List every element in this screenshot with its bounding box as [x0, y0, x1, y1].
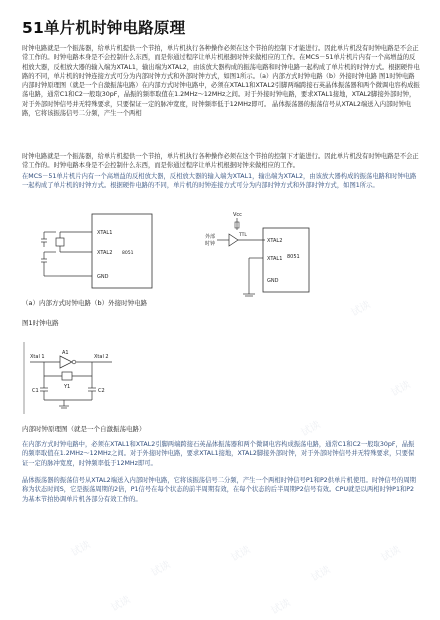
internal-clock-circuit-figure: [40, 210, 160, 295]
circuit-c-c1: C1: [32, 388, 39, 394]
circuit-c-amp: A1: [62, 350, 69, 356]
watermark: 试读: [309, 564, 333, 584]
circuit-c-out-label: Xtal 2: [94, 354, 109, 360]
figure-1-subcaption: （a）内部方式时钟电路（b）外接时钟电路: [22, 299, 148, 307]
watermark: 试读: [229, 544, 253, 564]
watermark: 试读: [349, 299, 373, 319]
watermark: 试读: [109, 594, 133, 614]
figure-1-caption: 图1时钟电路: [22, 319, 59, 327]
external-clock-circuit-figure: [205, 208, 335, 298]
paragraph-internal-clock: 在内部方式时钟电路中，必须在XTAL1和XTAL2引脚两端跨接石英晶体振荡器和两个微调电容构成振荡电路，通常C1和C2一般取30pF，晶振的频率取值在1.2MHz～12MHz之间。对于外接时钟电路，要求XTAL1接地，XTAL2脚接外部时钟，对于外部时钟信号并无特殊要求，只要保证一定的脉冲宽度，时钟频率低于12MHz即可。: [22, 441, 415, 467]
circuit-a-gnd: GND: [97, 274, 109, 280]
watermark: 试读: [149, 559, 173, 579]
paragraph-mcs51: 在MCS－51单片机片内有一个高增益的反相放大器，反相放大器的输入端为XTAL1，输出端为XTAL2，由该放大器构成的振荡电路和时钟电路一起构成了单片机的时钟方式。根据硬件电路的不同，单片机的时钟连接方式可分为内部时钟方式和外部时钟方式，如图1所示。: [22, 173, 417, 190]
circuit-b-ext-label-2: 时钟: [205, 241, 216, 247]
paragraph-oscillation-signal: 晶体振荡器的振荡信号从XTAL2端送入内部时钟电路，它将该振荡信号二分频，产生一个两相时钟信号P1和P2供单片机使用。时钟信号的周期称为状态时间S，它是振荡周期的2倍，P1信号在每个状态的前半周期有效，在每个状态的后半周期P2信号有效。CPU就是以两相时钟P1和P2为基本节拍协调单片机各部分有效工作的。: [22, 477, 416, 503]
page-title: 51单片机时钟电路原理: [22, 19, 186, 37]
circuit-c-y1: Y1: [64, 384, 71, 390]
intro-paragraph: 时钟电路就是一个振荡器，给单片机提供一个节拍，单片机执行各种操作必须在这个节拍的控制下才能进行。因此单片机没有时钟电路是不会正常工作的。时钟电路本身是不会控制什么东西，而是你通过程序让单片机根据时钟来做相应的工作。在MCS－51单片机片内有一个高增益的反相放大器，反相放大器的输入端为XTAL1，输出端为XTAL2，由该放大器构成的振荡电路和时钟电路一起构成了单片机的时钟方式。根据硬件电路的不同，单片机的时钟连接方式可分为内部时钟方式和外部时钟方式，如图1所示。（a）内部方式时钟电路（b）外接时钟电路 图1时钟电路 内部时钟原理图（就是一个自激振荡电路）在内部方式时钟电路中，必须在XTAL1和XTAL2引脚两端跨接石英晶体振荡器和两个微调电容构成振荡电路，通常C1和C2一般取30pF，晶振的频率取值在1.2MHz～12MHz之间。对于外接时钟电路，要求XTAL1接地，XTAL2脚接外部时钟，对于外部时钟信号并无特殊要求，只要保证一定的脉冲宽度，时钟频率低于12MHz即可。 晶体振荡器的振荡信号从XTAL2端送入内部时钟电路，它将该振荡信号二分频，产生一个两相: [22, 45, 420, 118]
circuit-c-in-label: Xtal 1: [30, 354, 45, 360]
circuit-c-c2: C2: [98, 388, 105, 394]
circuit-b-ext-label-1: 外部: [205, 234, 216, 240]
circuit-b-gnd: GND: [267, 278, 279, 284]
watermark: 试读: [299, 419, 323, 439]
paragraph-clock-definition: 时钟电路就是一个振荡器，给单片机提供一个节拍，单片机执行各种操作必须在这个节拍的控制下才能进行。因此单片机没有时钟电路是不会正常工作的。时钟电路本身是不会控制什么东西，而是你通过程序让单片机根据时钟来做相应的工作。: [22, 153, 419, 170]
circuit-a-chip: 8051: [122, 251, 134, 256]
circuit-b-pin2: XTAL2: [267, 238, 283, 244]
watermark: 试读: [389, 379, 413, 399]
circuit-b-ttl: TTL: [239, 233, 247, 238]
watermark: 试读: [379, 544, 403, 564]
circuit-b-vcc: Vcc: [233, 212, 242, 218]
oscillator-schematic-figure: [22, 338, 152, 418]
circuit-b-chip: 8051: [287, 254, 300, 260]
watermark: 试读: [69, 539, 93, 559]
circuit-a-pin2: XTAL2: [97, 250, 113, 256]
circuit-b-pin1: XTAL1: [267, 256, 283, 262]
circuit-a-pin1: XTAL1: [97, 230, 113, 236]
watermark: 试读: [269, 597, 293, 617]
figure-2-caption: 内部时钟原理图（就是一个自激振荡电路）: [22, 425, 146, 433]
